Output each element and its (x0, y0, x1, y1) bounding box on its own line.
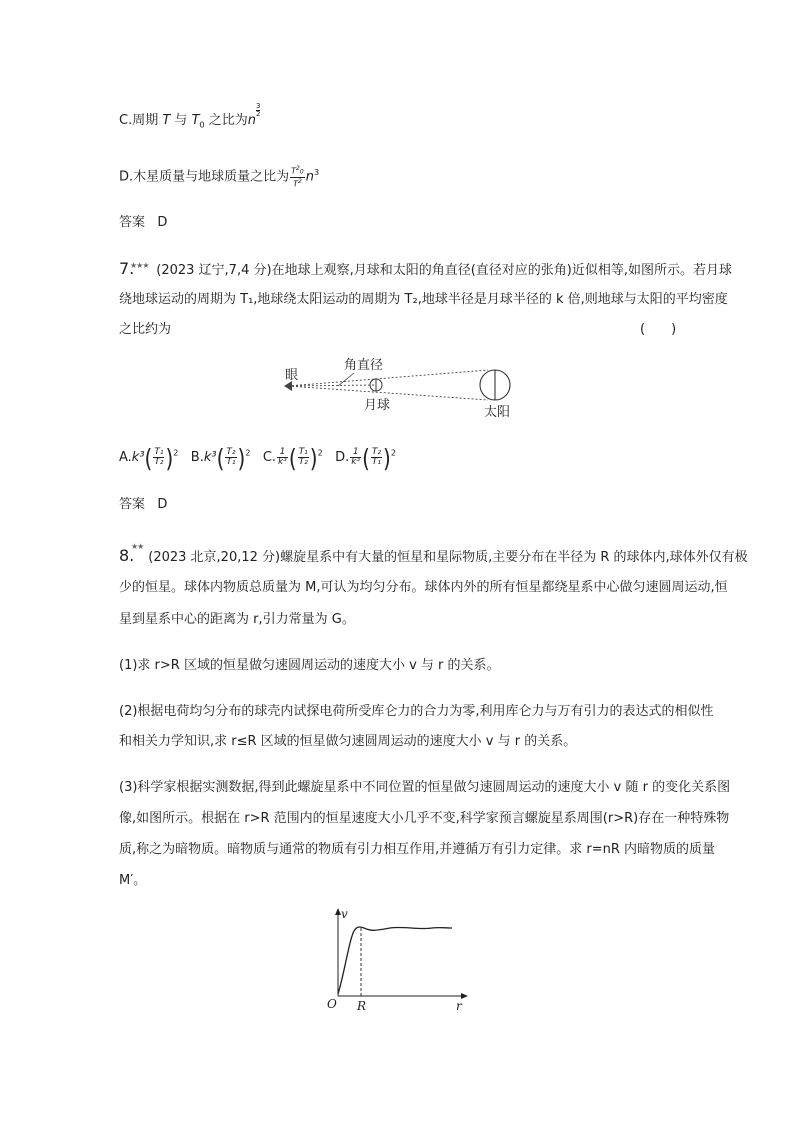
q6-option-d-frac-num-sup: 2 (296, 165, 300, 173)
q6-answer (119, 215, 167, 231)
angle-label: 角直径 (344, 358, 384, 373)
q8-part2-line2: 和相关力学知识,求 r≤R 区域的恒星做匀速圆周运动的速度大小 v 与 r 的关系。 (119, 734, 577, 749)
q7-option-c-rparen: ) (309, 442, 318, 473)
q7-option-b-fraction (225, 448, 236, 467)
q7-option-c-fraction (298, 448, 309, 467)
q7-option-a-label: A. (119, 450, 132, 466)
eye-label: 眼 (285, 368, 299, 383)
q8-part3-line1: (3)科学家根据实测数据,得到此螺旋星系中不同位置的恒星做匀速圆周运动的速度大小 v 随 r 的变化关系图 (119, 780, 731, 795)
q6-option-c (119, 102, 261, 134)
q7-option-d-rparen: ) (383, 442, 391, 473)
q7-option-c-label: C. (262, 450, 277, 466)
q6-option-c-T: T (162, 113, 171, 128)
graph-R-label: R (357, 999, 367, 1012)
q7-option-d-coef (350, 448, 361, 467)
q7-option-d-power: 2 (390, 449, 396, 458)
q7-option-d-den: T₁ (371, 457, 382, 468)
q7-option-c-coef-num: 1 (277, 448, 288, 458)
q6-answer-label: 答案 (119, 215, 146, 230)
q7-answer-label: 答案 (119, 497, 146, 512)
q7-option-b-den: T₁ (226, 457, 236, 468)
q6-option-c-suffix: 之比为 (204, 113, 248, 128)
q6-option-c-exp-num: 3 (256, 102, 261, 110)
q6-option-c-exponent (256, 103, 260, 118)
q7-stem-line3: 之比约为 (119, 322, 172, 337)
q7-answer-value: D (157, 497, 168, 512)
q7-option-c-num: T₁ (298, 447, 308, 458)
q6-option-d-frac-num-sub: 0 (299, 168, 304, 176)
q8-part1: (1)求 r>R 区域的恒星做匀速圆周运动的速度大小 v 与 r 的关系。 (119, 658, 500, 673)
q7-option-c-coef (277, 448, 288, 467)
q7-answer-blank: ( ) (640, 322, 677, 337)
q6-option-d-frac-den-sup: 2 (297, 177, 302, 185)
q7-number: 7. (119, 259, 135, 278)
q6-option-d-fraction (290, 165, 305, 188)
q7-stem-line2: 绕地球运动的周期为 T₁,地球绕太阳运动的周期为 T₂,地球半径是月球半径的 k 倍,则地球与太阳的平均密度 (119, 292, 728, 307)
q7-option-a-fraction (153, 448, 164, 467)
graph-origin-label: O (327, 997, 337, 1011)
q7-option-d-coef-num: 1 (350, 448, 361, 458)
q7-option-a-den: T₂ (154, 457, 164, 468)
q6-option-d-frac-den (290, 178, 305, 189)
q7-answer (119, 497, 167, 513)
graph-v-label: v (341, 907, 348, 921)
q7-option-a-num: T₁ (154, 447, 164, 458)
q8-velocity-graph (322, 904, 472, 1012)
q7-option-a (119, 442, 179, 473)
q7-option-b-coef: k³ (203, 450, 217, 466)
sun-label: 太阳 (484, 405, 511, 420)
q6-option-d-frac-den-T: T (293, 179, 298, 189)
q6-option-c-n: n (247, 113, 256, 128)
q8-part3-line3: 质,称之为暗物质。暗物质与通常的物质有引力相互作用,并遵循万有引力定律。求 r=nR 内暗物质的质量 (119, 842, 716, 857)
q8-stem-line2: 少的恒星。球体内物质总质量为 M,可认为均匀分布。球体内外的所有恒星都绕星系中心做匀速圆周运动,恒 (119, 580, 728, 595)
q7-stem-line1: (2023 辽宁,7,4 分)在地球上观察,月球和太阳的角直径(直径对应的张角)近似相等,如图所示。若月球 (156, 263, 732, 278)
q6-option-c-exp-den: 2 (256, 110, 261, 118)
q7-option-c-lparen: ( (288, 442, 297, 473)
q7-option-c-den: T₂ (298, 457, 308, 468)
graph-r-label: r (456, 999, 462, 1012)
q7-option-d-lparen: ( (362, 442, 370, 473)
q6-option-d (119, 165, 319, 188)
q8-part2-line1: (2)根据电荷均匀分布的球壳内试探电荷所受库仑力的合力为零,利用库仑力与万有引力的表达式的相似性 (119, 704, 714, 719)
q6-option-d-frac-num-T: T (291, 166, 297, 176)
q7-option-b-num: T₂ (226, 447, 236, 458)
q6-option-d-frac-num (290, 165, 305, 178)
q6-option-c-sub0: 0 (199, 120, 205, 130)
q6-option-d-n-sup: 3 (313, 168, 320, 177)
q7-option-c-coef-den: k³ (278, 457, 287, 468)
q7-option-a-lparen: ( (144, 442, 153, 473)
q7-option-d-coef-den: k³ (351, 457, 361, 468)
q7-option-d-num: T₂ (371, 447, 382, 458)
q6-option-d-text: D.木星质量与地球质量之比为 (119, 169, 290, 185)
q7-option-a-power: 2 (173, 449, 179, 458)
q8-line1 (119, 548, 748, 566)
q7-option-d-label: D. (335, 450, 350, 466)
q8-stem-line1: (2023 北京,20,12 分)螺旋星系中有大量的恒星和星际物质,主要分布在半径为 R 的球体内,球体外仅有极 (148, 550, 748, 565)
q8-number: 8. (119, 546, 135, 565)
q7-difficulty-stars: ★★★ (130, 261, 149, 270)
q6-answer-value: D (157, 215, 168, 230)
q7-options (119, 441, 396, 471)
q8-difficulty-stars: ★★ (131, 542, 144, 551)
sight-line-top (288, 370, 488, 386)
q7-option-a-rparen: ) (165, 442, 174, 473)
moon-label: 月球 (364, 398, 391, 413)
q8-part3-line4: M′。 (119, 873, 147, 888)
q7-option-a-coef: k³ (131, 450, 145, 466)
q6-option-d-n: n (305, 169, 314, 185)
q7-option-d-fraction (371, 448, 382, 467)
q6-option-c-mid: 与 (170, 113, 192, 128)
q7-option-b (190, 442, 251, 473)
q7-option-b-lparen: ( (216, 442, 225, 473)
q7-option-d (335, 442, 396, 473)
graph-r-axis-arrow (461, 993, 468, 999)
q8-part3-line2: 像,如图所示。根据在 r>R 范围内的恒星速度大小几乎不变,科学家预言螺旋星系周围(r>R)存在一种特殊物 (119, 811, 730, 826)
q8-stem-line3: 星到星系中心的距离为 r,引力常量为 G。 (119, 612, 355, 627)
graph-curve (338, 927, 452, 994)
q7-option-b-label: B. (190, 450, 204, 466)
q6-option-c-T0: T (191, 113, 200, 128)
q7-option-b-power: 2 (245, 449, 251, 458)
q7-line1 (119, 261, 732, 279)
q7-diagram (278, 356, 518, 424)
q6-option-c-prefix: C.周期 (119, 113, 163, 128)
angle-pointer (338, 373, 354, 386)
q7-option-b-rparen: ) (237, 442, 246, 473)
q7-option-c-power: 2 (317, 449, 323, 458)
q7-option-c (262, 442, 323, 473)
